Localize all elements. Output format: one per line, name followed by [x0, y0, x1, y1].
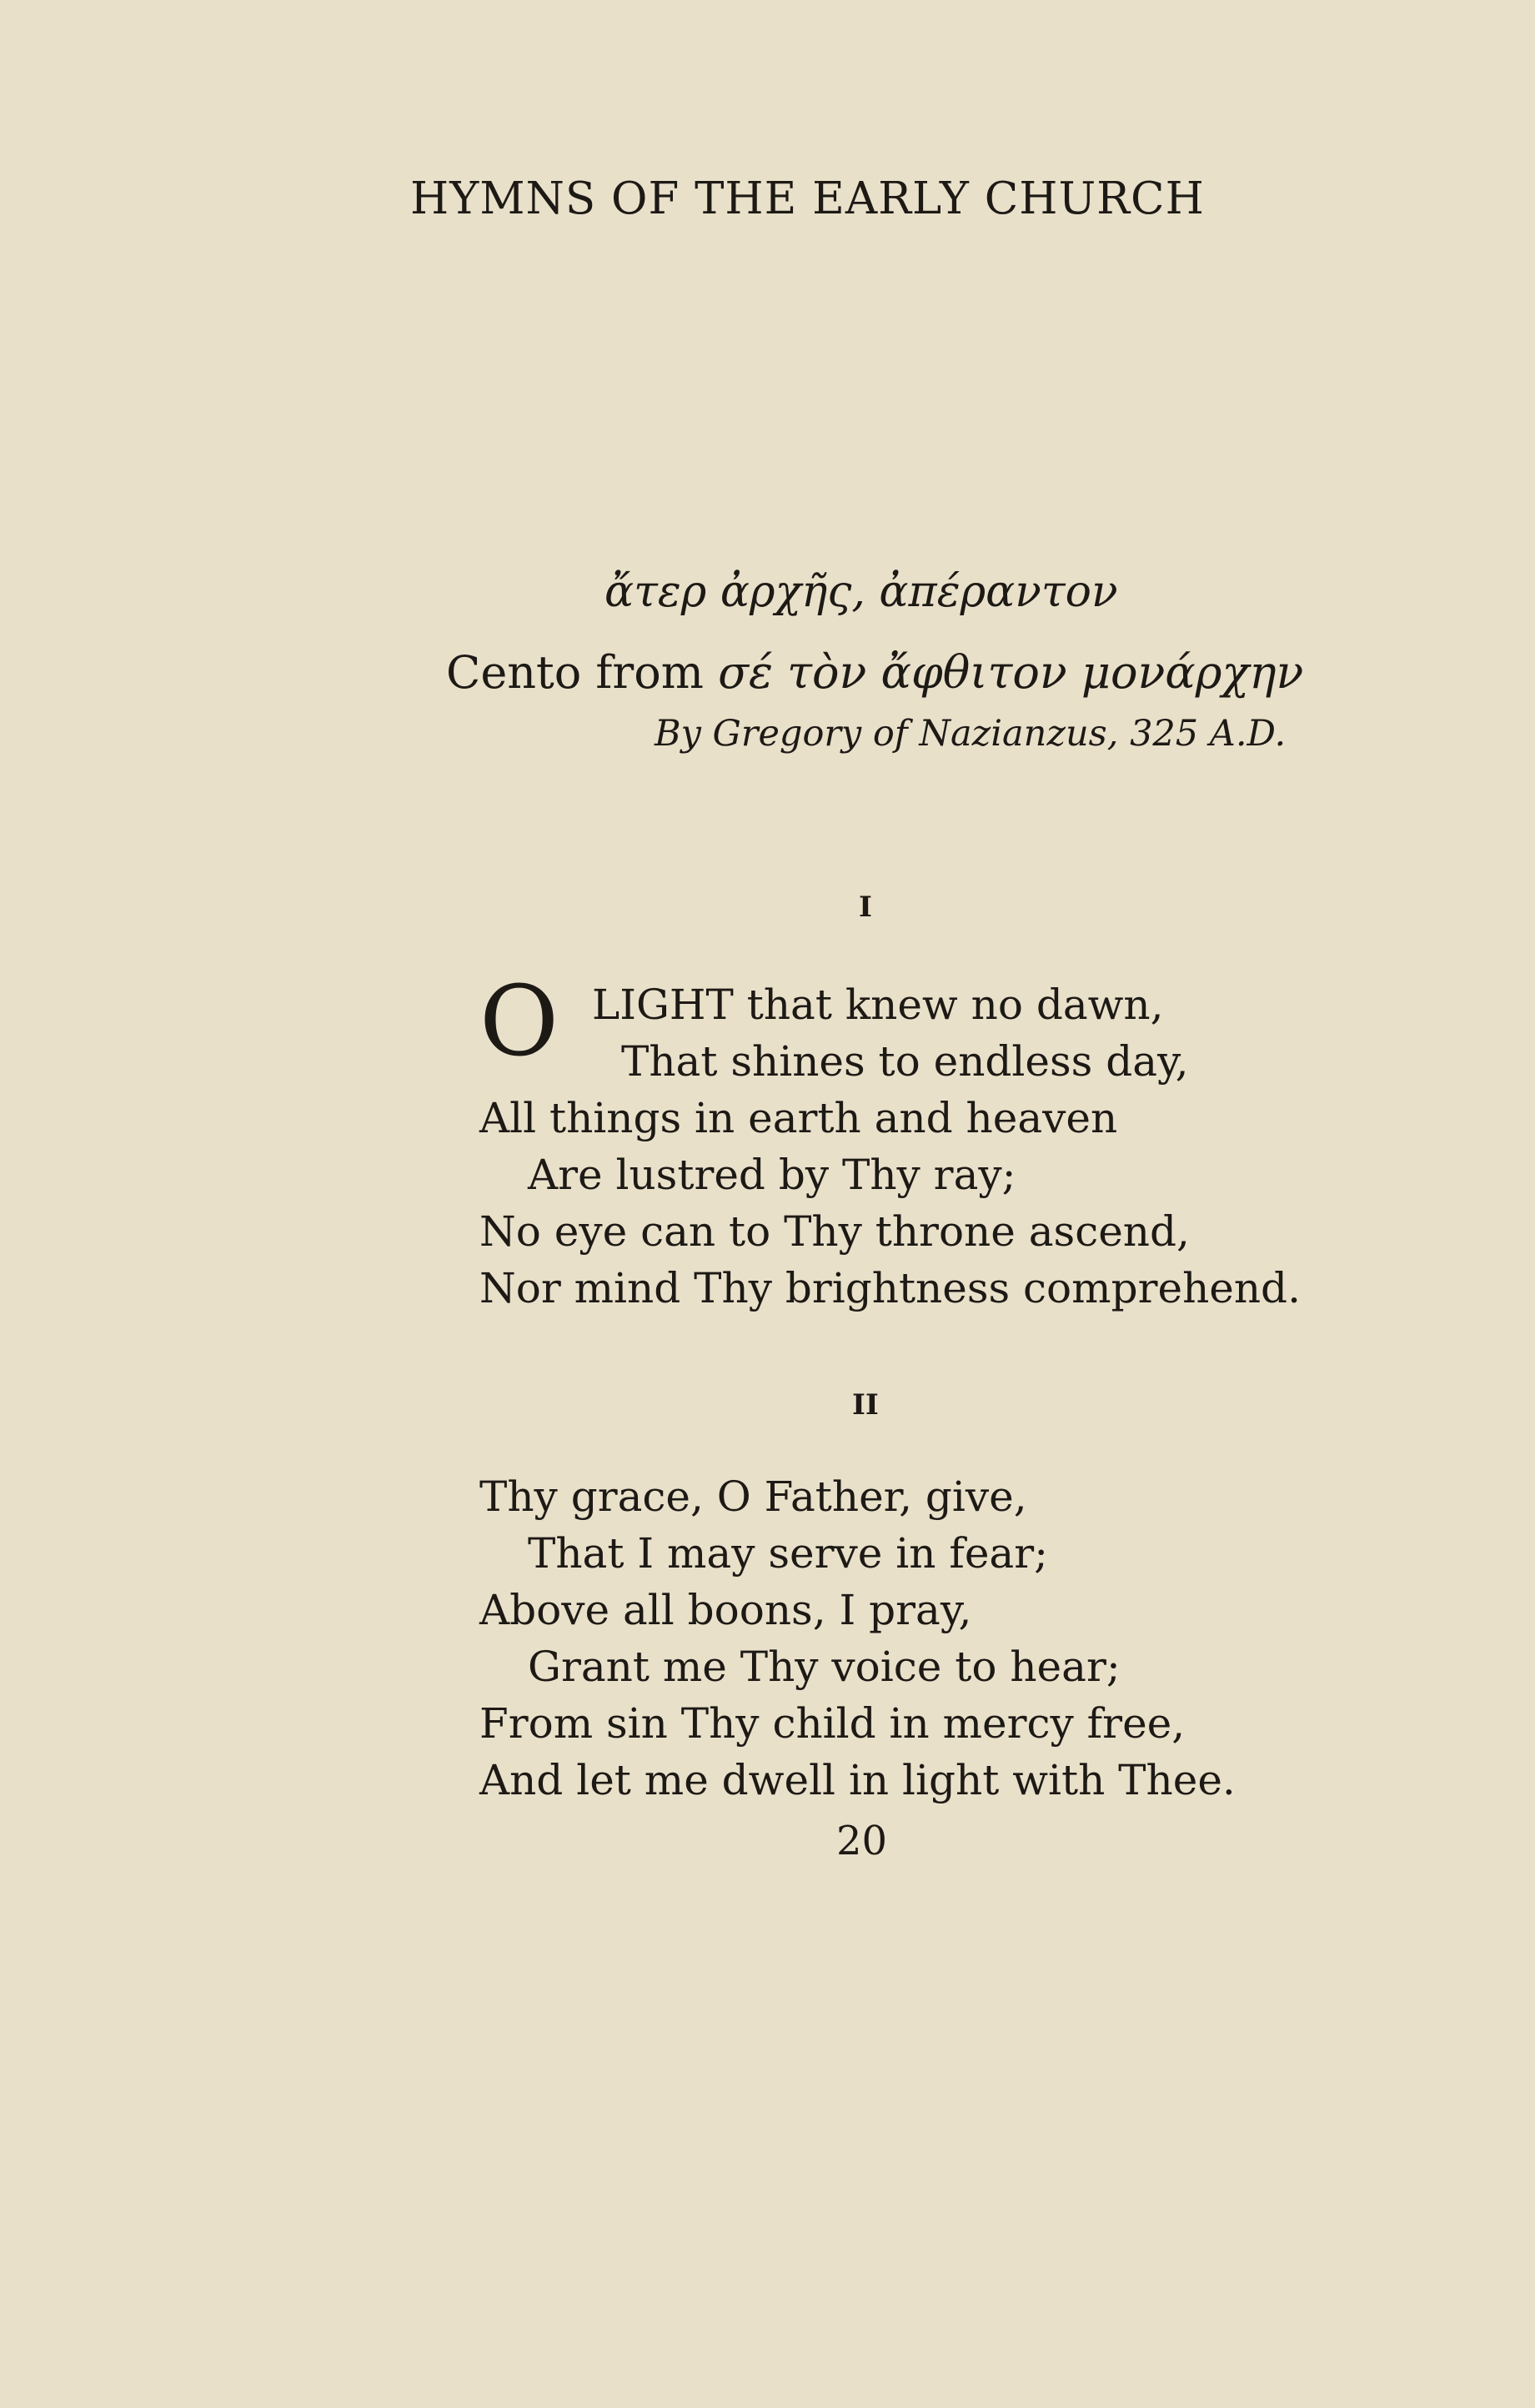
author-attribution: By Gregory of Nazianzus, 325 A.D.	[655, 713, 1287, 755]
stanza-two-line-2: That I may serve in fear;	[528, 1529, 1048, 1578]
stanza-one-line-2: That shines to endless day,	[621, 1037, 1189, 1086]
page-number: 20	[836, 1818, 888, 1864]
stanza-two-line-6: And let me dwell in light with Thee.	[479, 1756, 1236, 1804]
stanza-two-line-3: Above all boons, I pray,	[479, 1586, 972, 1634]
stanza-one-line-1: LIGHT that knew no dawn,	[592, 981, 1164, 1029]
stanza-one-line-3: All things in earth and heaven	[479, 1094, 1118, 1142]
stanza-two-line-1: Thy grace, O Father, give,	[479, 1472, 1027, 1521]
stanza-one-line-5: No eye can to Thy throne ascend,	[479, 1207, 1190, 1256]
stanza-number-two: II	[852, 1388, 879, 1422]
cento-line	[446, 646, 1303, 699]
stanza-one-line-4: Are lustred by Thy ray;	[528, 1151, 1016, 1199]
greek-title: ἄτερ ἀρχῆς, ἀπέραντον	[604, 567, 1118, 617]
cento-prefix: Cento from	[446, 646, 704, 699]
running-head: HYMNS OF THE EARLY CHURCH	[410, 173, 1205, 224]
cento-greek-title: σέ τὸν ἄφθιτον μονάρχην	[718, 646, 1304, 699]
stanza-two-line-4: Grant me Thy voice to hear;	[528, 1643, 1121, 1691]
stanza-number-one: I	[859, 890, 872, 924]
drop-cap: O	[479, 966, 559, 1078]
stanza-two-line-5: From sin Thy child in mercy free,	[479, 1699, 1186, 1748]
stanza-one-line-6: Nor mind Thy brightness comprehend.	[479, 1264, 1301, 1312]
